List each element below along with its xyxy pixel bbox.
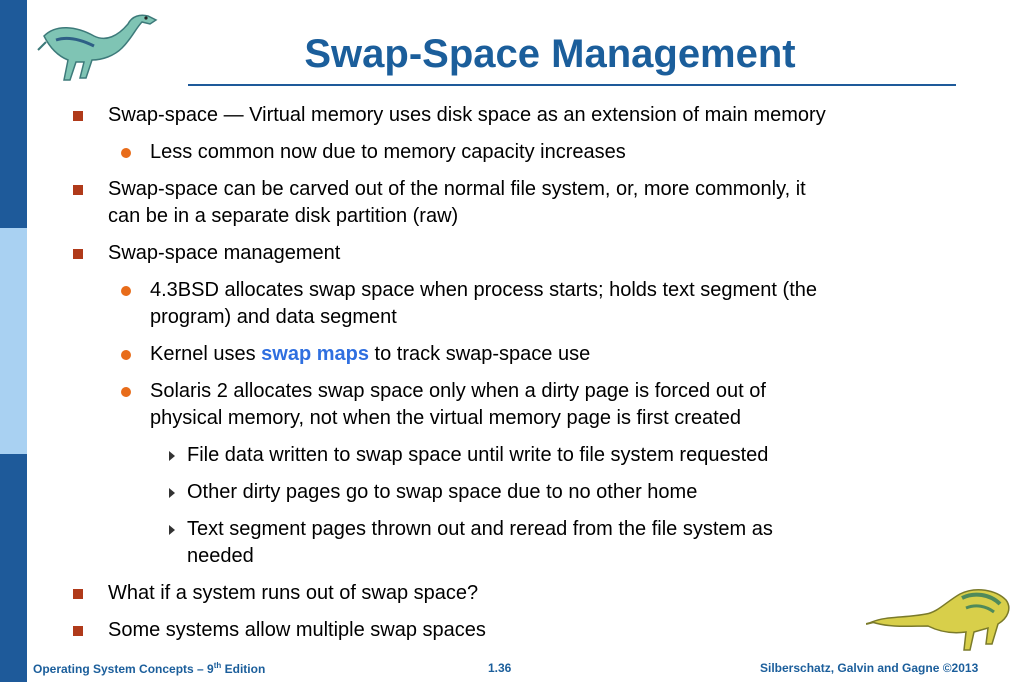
bullet-text-continued: can be in a separate disk partition (raw) [108, 205, 459, 227]
bullet-text: Other dirty pages go to swap space due to no other home [187, 481, 698, 503]
bullet-text: Less common now due to memory capacity increases [150, 141, 626, 163]
footer-book-title [33, 661, 265, 676]
footer-page-number: 1.36 [488, 661, 512, 675]
arrow-bullet-icon [169, 488, 175, 498]
keyword-swap-maps: swap maps [261, 343, 369, 365]
footer-text: Operating System Concepts – 9 [33, 662, 214, 676]
square-bullet-icon [73, 249, 83, 259]
bullet-text: File data written to swap space until write to file system requested [187, 444, 769, 466]
bullet-text-continued: program) and data segment [150, 306, 397, 328]
bullet-text: Text segment pages thrown out and reread from the file system as [187, 518, 773, 540]
bullet-text-segment: Kernel uses [150, 343, 262, 365]
dot-bullet-icon [121, 387, 131, 397]
footer-authors: Silberschatz, Galvin and Gagne ©2013 [760, 661, 979, 675]
square-bullet-icon [73, 589, 83, 599]
bullet-text: 4.3BSD allocates swap space when process starts; holds text segment (the [150, 279, 818, 301]
square-bullet-icon [73, 111, 83, 121]
bullet-text: What if a system runs out of swap space? [108, 582, 479, 604]
dot-bullet-icon [121, 350, 131, 360]
bullet-text [150, 341, 940, 368]
bullet-text-segment: to track swap-space use [369, 343, 591, 365]
bullet-text: Swap-space — Virtual memory uses disk space as an extension of main memory [108, 104, 826, 126]
dot-bullet-icon [121, 286, 131, 296]
square-bullet-icon [73, 185, 83, 195]
arrow-bullet-icon [169, 451, 175, 461]
bullet-text: Solaris 2 allocates swap space only when a dirty page is forced out of [150, 380, 766, 402]
bullet-text-continued: physical memory, not when the virtual memory page is first created [150, 407, 741, 429]
page-title: Swap-Space Management [304, 32, 796, 76]
footer-text: Edition [221, 662, 266, 676]
square-bullet-icon [73, 626, 83, 636]
bullet-text: Swap-space management [108, 242, 341, 264]
bullet-text: Some systems allow multiple swap spaces [108, 619, 486, 641]
bullet-text-continued: needed [187, 545, 254, 567]
footer-superscript: th [213, 661, 222, 670]
bullet-text: Swap-space can be carved out of the normal file system, or, more commonly, it [108, 178, 806, 200]
dot-bullet-icon [121, 148, 131, 158]
dinosaur-logo-icon [866, 582, 1016, 658]
arrow-bullet-icon [169, 525, 175, 535]
